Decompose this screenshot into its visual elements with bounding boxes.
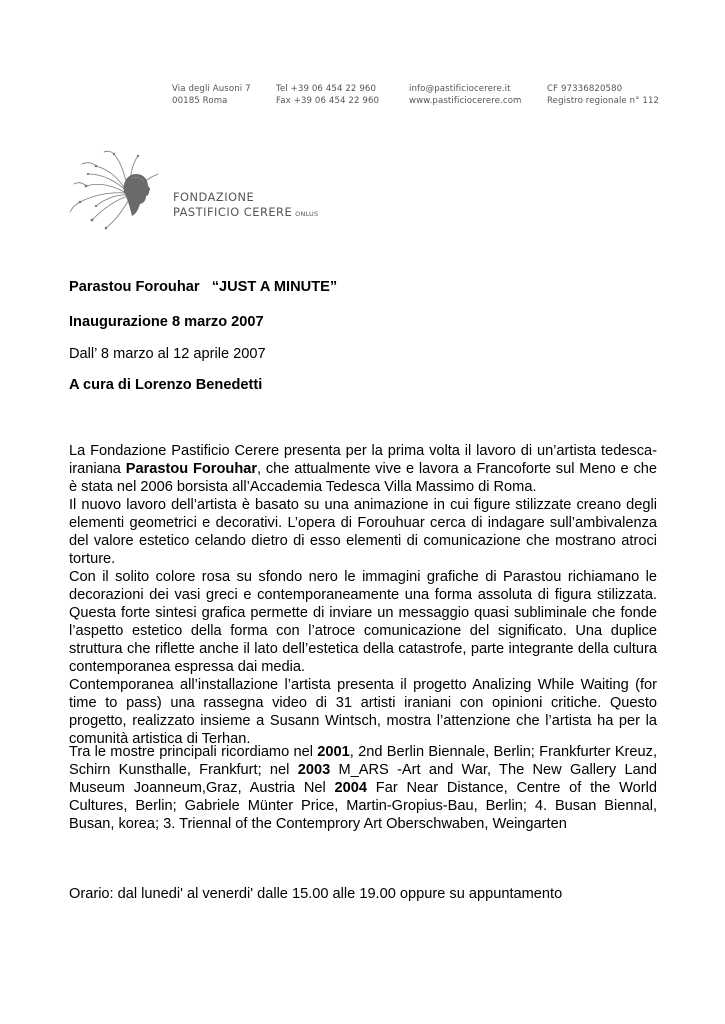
logo-line-2: PASTIFICIO CERERE <box>173 205 293 219</box>
year-2004: 2004 <box>334 780 367 796</box>
artist-name-bold: Parastou Forouhar <box>125 461 258 477</box>
work-title: “JUST A MINUTE” <box>211 279 338 295</box>
foundation-logo-text <box>173 190 318 222</box>
foundation-logo-icon <box>66 148 166 232</box>
paragraph-work: Il nuovo lavoro dell’artista è basato su una animazione in cui figure stilizzate creano degli elementi geometrici e decorativi. L’opera di Forouhuar cerca di indagare sull’ambivalenza del valore estetico celando dietro di esso elementi di comunicazione che mostrano atroci torture. <box>69 497 657 567</box>
tax-code: CF 97336820580 <box>547 84 623 94</box>
phone-block <box>276 84 379 107</box>
paragraph-intro: La Fondazione Pastificio Cerere presenta per la prima volta il lavoro di un’artista tedesca-iraniana Parastou Forouhar, che attualmente vive e lavora a Francoforte sul Meno e che è stata nel 2006 borsista all’Accademia Tedesca Villa Massimo di Roma. <box>69 443 657 495</box>
exhibition-title <box>69 279 337 295</box>
website-link[interactable]: www.pastificiocerere.com <box>409 95 522 106</box>
email-link[interactable]: info@pastificiocerere.it <box>409 84 511 94</box>
opening-hours: Orario: dal lunedi' al venerdi' dalle 15.00 alle 19.00 oppure su appuntamento <box>69 886 563 902</box>
year-2003: 2003 <box>297 762 331 778</box>
logo-suffix: ONLUS <box>295 210 319 218</box>
year-2001: 2001 <box>317 744 350 760</box>
logo-line-1: FONDAZIONE <box>173 190 255 204</box>
exhibition-dates: Dall’ 8 marzo al 12 aprile 2007 <box>69 346 266 362</box>
curator: A cura di Lorenzo Benedetti <box>69 377 263 393</box>
artist-name: Parastou Forouhar <box>69 279 200 295</box>
address-block <box>172 84 251 107</box>
address-street: Via degli Ausoni 7 <box>172 84 251 94</box>
address-city: 00185 Roma <box>172 95 228 106</box>
paragraph-style: Con il solito colore rosa su sfondo nero le immagini grafiche di Parastou richiamano le decorazioni dei vasi greci e contemporaneamente una forma assoluta di figura stilizzata. Questa forte sintesi grafica permette di inviare un messaggio quasi subliminale che fonde l’aspetto estetico della forma con l’atroce comunicazione del significato. Una duplice struttura che riflette anche il lato dell’estetica della catastrofe, parte integrante della cultura contemporanea espressa dai media. <box>69 569 657 675</box>
phone-number: Tel +39 06 454 22 960 <box>276 84 377 94</box>
inauguration-date: Inaugurazione 8 marzo 2007 <box>69 314 264 330</box>
registry-block <box>547 84 659 107</box>
registry-number: Registro regionale n° 112 <box>547 95 660 106</box>
paragraph-project: Contemporanea all’installazione l’artista presenta il progetto Analizing While Waiting (for time to pass) una rassegna video di 31 artisti iraniani con opinioni critiche. Questo progetto, realizzato insieme a Susann Wintsch, mostra l’attenzione che l’artista ha per la comunità artistica di Terhan. <box>69 677 657 747</box>
contact-block <box>409 84 522 107</box>
fax-number: Fax +39 06 454 22 960 <box>276 95 380 106</box>
description-body <box>69 442 657 748</box>
exhibitions-paragraph: Tra le mostre principali ricordiamo nel 2001, 2nd Berlin Biennale, Berlin; Frankfurter Kreuz, Schirn Kunsthalle, Frankfurt; nel 2003 M_ARS -Art and War, The New Gallery Land Museum Joanneum,Graz, Austria Nel 2004 Far Near Distance, Centre of the World Cultures, Berlin; Gabriele Münter Price, Martin-Gropius-Bau, Berlin; 4. Busan Biennal, Busan, korea; 3. Triennal of the Contemprory Art Oberschwaben, Weingarten <box>69 744 658 832</box>
